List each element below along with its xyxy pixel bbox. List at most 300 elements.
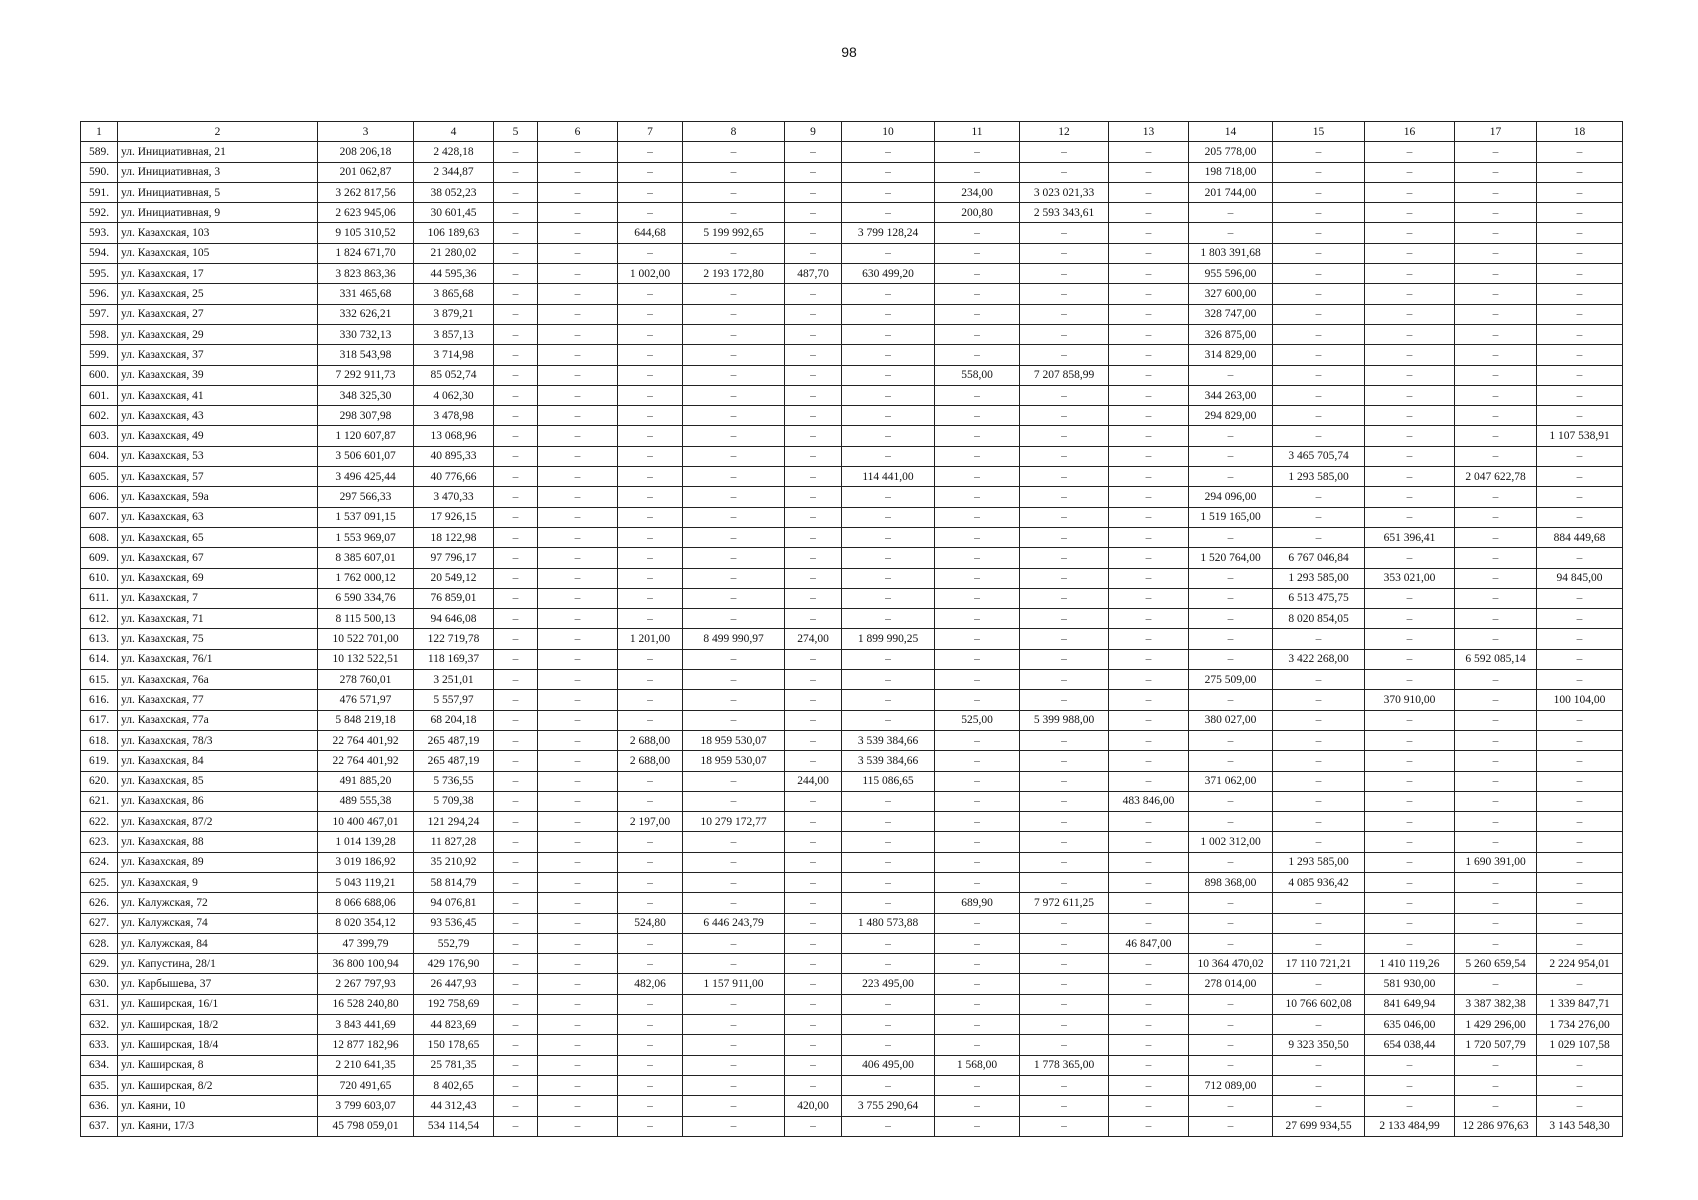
row-number-cell: 633. [81,1035,118,1055]
value-cell: – [1365,284,1455,304]
value-cell: – [494,771,538,791]
row-number-cell: 598. [81,324,118,344]
value-cell: 278 760,01 [318,670,414,690]
value-cell: – [1020,974,1109,994]
value-cell: 106 189,63 [414,223,494,243]
value-cell: – [538,933,618,953]
value-cell: – [1365,304,1455,324]
value-cell: 3 879,21 [414,304,494,324]
row-number-cell: 631. [81,994,118,1014]
value-cell: – [1189,893,1273,913]
value-cell: – [1455,345,1537,365]
value-cell: – [683,670,785,690]
value-cell: – [1020,913,1109,933]
value-cell: – [618,933,683,953]
value-cell: 275 509,00 [1189,670,1273,690]
value-cell: – [842,1035,935,1055]
address-cell: ул. Казахская, 67 [118,548,318,568]
value-cell: – [1365,609,1455,629]
value-cell: – [1109,710,1189,730]
value-cell: – [494,568,538,588]
table-row [81,406,1623,426]
value-cell: – [1365,1096,1455,1116]
value-cell: 20 549,12 [414,568,494,588]
row-number-cell: 604. [81,446,118,466]
value-cell: 8 402,65 [414,1075,494,1095]
address-cell: ул. Казахская, 87/2 [118,812,318,832]
value-cell: – [935,142,1020,162]
value-cell: – [1189,527,1273,547]
value-cell: 581 930,00 [1365,974,1455,994]
value-cell: – [1365,467,1455,487]
value-cell: – [1020,1096,1109,1116]
value-cell: – [1455,548,1537,568]
value-cell: 328 747,00 [1189,304,1273,324]
table-row [81,507,1623,527]
value-cell: – [1537,629,1623,649]
address-cell: ул. Казахская, 27 [118,304,318,324]
value-cell: – [494,872,538,892]
value-cell: 6 592 085,14 [1455,649,1537,669]
value-cell: – [618,182,683,202]
value-cell: 552,79 [414,933,494,953]
value-cell: – [935,284,1020,304]
value-cell: 348 325,30 [318,385,414,405]
value-cell: – [683,710,785,730]
value-cell: – [1020,264,1109,284]
value-cell: – [1020,1075,1109,1095]
address-cell: ул. Каширская, 16/1 [118,994,318,1014]
value-cell: 47 399,79 [318,933,414,953]
value-cell: – [618,1055,683,1075]
address-cell: ул. Казахская, 65 [118,527,318,547]
value-cell: 40 776,66 [414,467,494,487]
value-cell: – [1273,751,1365,771]
value-cell: – [785,243,842,263]
value-cell: 6 513 475,75 [1273,588,1365,608]
value-cell: – [1455,142,1537,162]
value-cell: – [842,649,935,669]
value-cell: – [1365,365,1455,385]
page-number: 98 [841,44,857,60]
value-cell: 278 014,00 [1189,974,1273,994]
value-cell: – [1020,872,1109,892]
value-cell: – [538,568,618,588]
value-cell: – [683,954,785,974]
value-cell: – [1109,527,1189,547]
value-cell: – [618,1035,683,1055]
table-row [81,1055,1623,1075]
value-cell: 2 197,00 [618,812,683,832]
value-cell: – [1365,243,1455,263]
value-cell: – [538,954,618,974]
value-cell: – [494,852,538,872]
value-cell: – [935,264,1020,284]
value-cell: – [538,1096,618,1116]
value-cell: – [785,710,842,730]
value-cell: 429 176,90 [414,954,494,974]
value-cell: – [935,568,1020,588]
value-cell: – [935,446,1020,466]
value-cell: – [1189,1116,1273,1136]
value-cell: – [1109,1015,1189,1035]
value-cell: – [1109,588,1189,608]
value-cell: – [785,426,842,446]
value-cell: – [1537,609,1623,629]
column-number-header: 18 [1537,122,1623,142]
value-cell: – [1537,710,1623,730]
value-cell: – [1537,872,1623,892]
column-number-header: 16 [1365,122,1455,142]
row-number-cell: 597. [81,304,118,324]
address-cell: ул. Казахская, 7 [118,588,318,608]
value-cell: 8 499 990,97 [683,629,785,649]
row-number-cell: 609. [81,548,118,568]
value-cell: – [1273,933,1365,953]
value-cell: – [842,609,935,629]
value-cell: – [1109,1096,1189,1116]
value-cell: – [494,974,538,994]
address-cell: ул. Казахская, 77 [118,690,318,710]
value-cell: – [785,345,842,365]
value-cell: – [1020,304,1109,324]
value-cell: – [538,467,618,487]
value-cell: – [538,548,618,568]
value-cell: – [538,913,618,933]
value-cell: – [1365,548,1455,568]
value-cell: – [1365,1055,1455,1075]
value-cell: – [538,852,618,872]
value-cell: – [842,1015,935,1035]
value-cell: – [1365,629,1455,649]
value-cell: – [785,304,842,324]
value-cell: – [1455,203,1537,223]
value-cell: – [785,527,842,547]
value-cell: 1 339 847,71 [1537,994,1623,1014]
row-number-cell: 636. [81,1096,118,1116]
value-cell: – [494,1035,538,1055]
value-cell: – [1273,385,1365,405]
value-cell: – [1189,1055,1273,1075]
value-cell: – [785,487,842,507]
value-cell: – [785,933,842,953]
value-cell: – [785,893,842,913]
value-cell: – [1109,974,1189,994]
value-cell: 198 718,00 [1189,162,1273,182]
value-cell: – [538,690,618,710]
value-cell: 6 767 046,84 [1273,548,1365,568]
value-cell: – [785,568,842,588]
address-cell: ул. Казахская, 86 [118,791,318,811]
table-row [81,974,1623,994]
value-cell: – [1109,223,1189,243]
value-cell: – [494,791,538,811]
value-cell: – [538,406,618,426]
value-cell: – [1537,933,1623,953]
value-cell: 3 714,98 [414,345,494,365]
value-cell: 5 260 659,54 [1455,954,1537,974]
value-cell: – [494,223,538,243]
table-row [81,710,1623,730]
value-cell: – [618,487,683,507]
value-cell: – [538,243,618,263]
value-cell: – [618,994,683,1014]
value-cell: 13 068,96 [414,426,494,446]
value-cell: – [842,142,935,162]
value-cell: 26 447,93 [414,974,494,994]
value-cell: – [1537,588,1623,608]
value-cell: 353 021,00 [1365,568,1455,588]
row-number-cell: 623. [81,832,118,852]
value-cell: – [935,670,1020,690]
value-cell: – [618,568,683,588]
value-cell: 5 199 992,65 [683,223,785,243]
column-number-header: 4 [414,122,494,142]
value-cell: – [842,507,935,527]
value-cell: – [1537,162,1623,182]
value-cell: – [1455,223,1537,243]
table-row [81,852,1623,872]
value-cell: 689,90 [935,893,1020,913]
value-cell: 205 778,00 [1189,142,1273,162]
value-cell: – [683,406,785,426]
value-cell: – [1020,832,1109,852]
value-cell: – [618,872,683,892]
value-cell: – [618,142,683,162]
value-cell: 94 646,08 [414,609,494,629]
value-cell: 476 571,97 [318,690,414,710]
value-cell: 1 293 585,00 [1273,852,1365,872]
value-cell: – [618,304,683,324]
value-cell: – [1273,812,1365,832]
value-cell: – [618,690,683,710]
value-cell: 18 122,98 [414,527,494,547]
value-cell: – [935,954,1020,974]
value-cell: – [1365,264,1455,284]
value-cell: 534 114,54 [414,1116,494,1136]
value-cell: – [494,284,538,304]
value-cell: – [1273,365,1365,385]
value-cell: – [842,365,935,385]
address-cell: ул. Инициативная, 5 [118,182,318,202]
address-cell: ул. Казахская, 84 [118,751,318,771]
value-cell: – [842,385,935,405]
value-cell: 44 823,69 [414,1015,494,1035]
value-cell: 3 143 548,30 [1537,1116,1623,1136]
value-cell: 10 766 602,08 [1273,994,1365,1014]
value-cell: – [1365,324,1455,344]
value-cell: 558,00 [935,365,1020,385]
address-cell: ул. Каширская, 8/2 [118,1075,318,1095]
value-cell: – [785,548,842,568]
value-cell: – [1537,182,1623,202]
value-cell: – [618,385,683,405]
value-cell: 121 294,24 [414,812,494,832]
value-cell: – [1537,1055,1623,1075]
value-cell: 3 262 817,56 [318,182,414,202]
value-cell: – [1189,649,1273,669]
address-cell: ул. Казахская, 75 [118,629,318,649]
value-cell: 2 344,87 [414,162,494,182]
value-cell: – [618,507,683,527]
value-cell: – [1455,162,1537,182]
value-cell: – [538,1075,618,1095]
value-cell: – [1189,852,1273,872]
value-cell: – [1109,548,1189,568]
value-cell: 1 002,00 [618,264,683,284]
table-row [81,629,1623,649]
value-cell: – [494,751,538,771]
row-number-cell: 600. [81,365,118,385]
value-cell: 118 169,37 [414,649,494,669]
value-cell: – [785,1055,842,1075]
value-cell: 841 649,94 [1365,994,1455,1014]
value-cell: – [683,548,785,568]
value-cell: – [842,933,935,953]
value-cell: – [618,162,683,182]
value-cell: – [1109,264,1189,284]
value-cell: – [1455,812,1537,832]
value-cell: – [683,487,785,507]
address-cell: ул. Калужская, 74 [118,913,318,933]
value-cell: 420,00 [785,1096,842,1116]
value-cell: 5 736,55 [414,771,494,791]
row-number-cell: 615. [81,670,118,690]
value-cell: – [1273,893,1365,913]
table-row [81,304,1623,324]
value-cell: – [1189,933,1273,953]
value-cell: – [1455,629,1537,649]
value-cell: – [1455,832,1537,852]
value-cell: – [618,446,683,466]
value-cell: – [538,182,618,202]
value-cell: – [538,1015,618,1035]
value-cell: – [935,385,1020,405]
value-cell: 5 709,38 [414,791,494,811]
value-cell: – [1189,568,1273,588]
value-cell: – [618,771,683,791]
value-cell: – [935,304,1020,324]
value-cell: – [1365,406,1455,426]
value-cell: – [1537,264,1623,284]
address-cell: ул. Казахская, 57 [118,467,318,487]
value-cell: – [1273,345,1365,365]
table-row [81,284,1623,304]
value-cell: 318 543,98 [318,345,414,365]
value-cell: – [538,446,618,466]
value-cell: – [683,324,785,344]
value-cell: – [842,710,935,730]
table-row [81,893,1623,913]
value-cell: – [1365,812,1455,832]
value-cell: – [683,284,785,304]
row-number-cell: 601. [81,385,118,405]
value-cell: 192 758,69 [414,994,494,1014]
value-cell: 298 307,98 [318,406,414,426]
table-row [81,203,1623,223]
value-cell: 1 553 969,07 [318,527,414,547]
row-number-cell: 630. [81,974,118,994]
value-cell: – [683,162,785,182]
value-cell: – [683,1075,785,1095]
value-cell: – [842,954,935,974]
value-cell: – [1537,832,1623,852]
value-cell: 3 539 384,66 [842,730,935,750]
value-cell: – [1189,467,1273,487]
value-cell: – [618,1075,683,1095]
value-cell: 68 204,18 [414,710,494,730]
value-cell: 94 845,00 [1537,568,1623,588]
value-cell: – [935,1015,1020,1035]
value-cell: 22 764 401,92 [318,751,414,771]
value-cell: 1 029 107,58 [1537,1035,1623,1055]
value-cell: 5 557,97 [414,690,494,710]
value-cell: – [1537,324,1623,344]
row-number-cell: 629. [81,954,118,974]
value-cell: – [1273,182,1365,202]
value-cell: – [1365,872,1455,892]
value-cell: – [1109,832,1189,852]
value-cell: – [538,751,618,771]
value-cell: – [683,649,785,669]
value-cell: 2 688,00 [618,751,683,771]
value-cell: – [1365,385,1455,405]
value-cell: – [935,609,1020,629]
value-cell: – [935,974,1020,994]
value-cell: – [494,182,538,202]
row-number-cell: 599. [81,345,118,365]
address-cell: ул. Калужская, 84 [118,933,318,953]
value-cell: – [1365,182,1455,202]
value-cell: 884 449,68 [1537,527,1623,547]
table-row [81,730,1623,750]
value-cell: – [1020,568,1109,588]
value-cell: – [1455,385,1537,405]
value-cell: – [494,324,538,344]
value-cell: – [538,324,618,344]
value-cell: – [1455,406,1537,426]
value-cell: 114 441,00 [842,467,935,487]
value-cell: – [683,345,785,365]
value-cell: – [1273,162,1365,182]
value-cell: – [538,832,618,852]
value-cell: – [1109,1075,1189,1095]
value-cell: – [683,690,785,710]
value-cell: – [1455,264,1537,284]
address-cell: ул. Казахская, 43 [118,406,318,426]
value-cell: 46 847,00 [1109,933,1189,953]
value-cell: – [842,426,935,446]
value-cell: – [538,791,618,811]
value-cell: 97 796,17 [414,548,494,568]
value-cell: – [785,791,842,811]
value-cell: – [1020,933,1109,953]
row-number-cell: 632. [81,1015,118,1035]
column-number-header: 3 [318,122,414,142]
column-number-header: 2 [118,122,318,142]
value-cell: – [842,1116,935,1136]
value-cell: – [1020,243,1109,263]
value-cell: – [1109,1055,1189,1075]
value-cell: 483 846,00 [1109,791,1189,811]
value-cell: – [1365,203,1455,223]
value-cell: 58 814,79 [414,872,494,892]
value-cell: – [842,1075,935,1095]
column-number-header: 10 [842,122,935,142]
value-cell: – [1455,1075,1537,1095]
value-cell: – [538,1035,618,1055]
address-cell: ул. Казахская, 37 [118,345,318,365]
